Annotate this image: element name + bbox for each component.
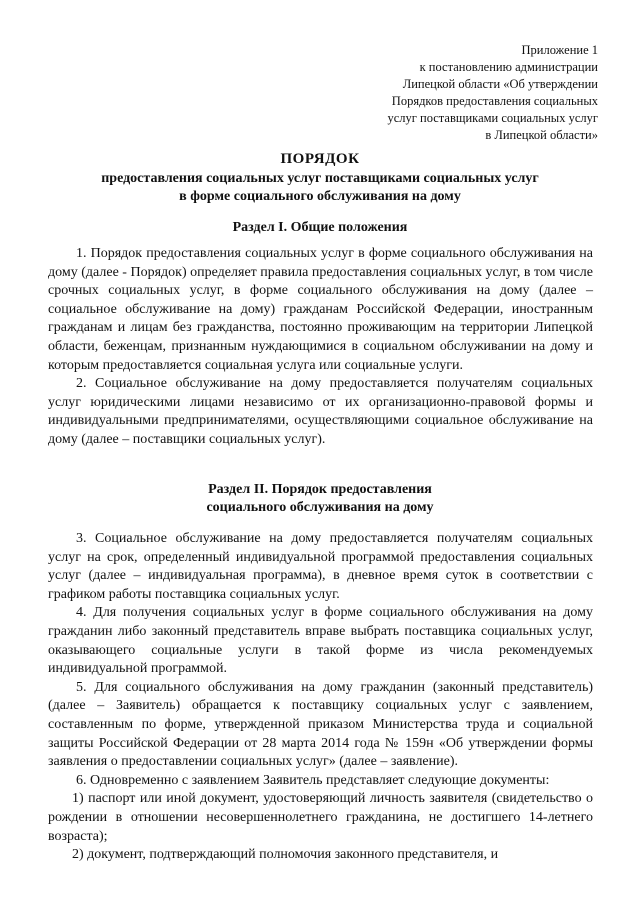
appendix-line: Приложение 1 xyxy=(521,43,598,57)
section1-heading: Раздел I. Общие положения xyxy=(232,220,408,235)
appendix-line: Порядков предоставления социальных xyxy=(391,94,598,108)
paragraph: 6. Одновременно с заявлением Заявитель представляет следующие документы: xyxy=(76,772,550,788)
paragraph: 3. Социальное обслуживание на дому предоставляется получателям социальных услуг на срок, определенный индивидуальной программой предоставления социальных услуг (далее – индивидуальная программа), в дневное время суток в соответствии с графиком работы поставщика социальных услуг. xyxy=(48,531,593,602)
appendix-line: услуг поставщиками социальных услуг xyxy=(387,111,598,125)
paragraph: 2. Социальное обслуживание на дому предоставляется получателям социальных услуг юридическими лицами независимо от их организационно-правовой формы и индивидуальными предпринимателями, осуществляющими социальное обслуживание на дому (далее – поставщики социальных услуг). xyxy=(48,376,593,447)
title-line: в форме социального обслуживания на дому xyxy=(179,189,461,204)
list-item: 2) документ, подтверждающий полномочия законного представителя, и xyxy=(72,847,499,863)
appendix-block xyxy=(318,42,598,144)
list-item: 1) паспорт или иной документ, удостоверяющий личность заявителя (свидетельство о рождении в отношении несовершеннолетнего гражданина, не достигшего 14-летнего возраста); xyxy=(48,791,593,844)
section2-heading xyxy=(48,481,592,517)
paragraph: 5. Для социального обслуживания на дому гражданин (законный представитель) (далее – Заявитель) обращается к поставщику социальных услуг с заявлением, составленным по форме, утвержденной приказом Министерства труда и социальной защиты Российской Федерации от 28 марта 2014 года № 159н «Об утверждении формы заявления о предоставлении социальных услуг» (далее – заявление). xyxy=(48,679,593,770)
section1-body xyxy=(48,245,593,450)
appendix-line: к постановлению администрации xyxy=(419,60,598,74)
section2-heading-line: Раздел II. Порядок предоставления xyxy=(208,482,432,497)
paragraph: 1. Порядок предоставления социальных услуг в форме социального обслуживания на дому (далее - Порядок) определяет правила предоставления социальных услуг, в том числе срочных социальных услуг, в форме социального обслуживания на дому (далее – социальное обслуживание на дому) гражданам Российской Федерации, иностранным гражданам и лицам без гражданства, постоянно проживающим на территории Липецкой области, беженцам, признанным нуждающимися в социальном обслуживании на дому и которым предоставляется социальная услуга или социальные услуги. xyxy=(48,246,593,373)
appendix-line: Липецкой области «Об утверждении xyxy=(402,77,598,91)
title-line: предоставления социальных услуг поставщиками социальных услуг xyxy=(101,171,539,186)
title-main: ПОРЯДОК xyxy=(280,151,360,167)
section2-body xyxy=(48,530,593,865)
paragraph: 4. Для получения социальных услуг в форме социального обслуживания на дому гражданин либо законный представитель вправе выбрать поставщика социальных услуг, оказывающего социальные услуги в такой форме из числа рекомендуемых индивидуальной программой. xyxy=(48,605,593,677)
section2-heading-line: социального обслуживания на дому xyxy=(206,500,434,515)
document-title xyxy=(48,150,592,206)
appendix-line: в Липецкой области» xyxy=(485,128,598,142)
